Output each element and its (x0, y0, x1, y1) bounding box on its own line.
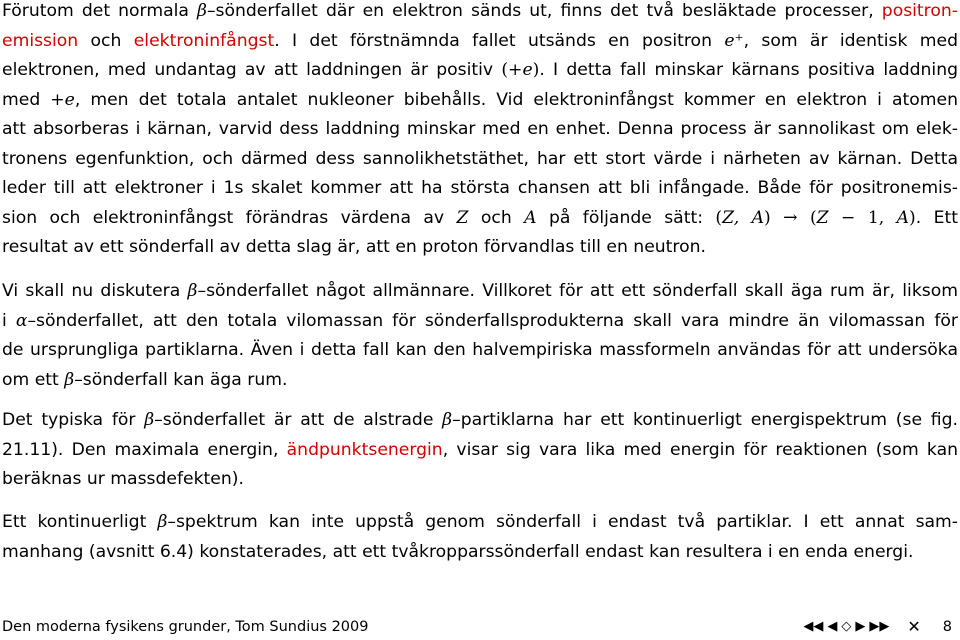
text-line (2, 336, 958, 366)
math-operator: − 1, (828, 207, 897, 228)
math-symbol: β (197, 1, 207, 21)
text-line (2, 406, 958, 436)
glossary-link[interactable]: elektroninfångst (133, 30, 275, 51)
page-number: 8 (942, 619, 952, 635)
math-symbol: β (442, 410, 453, 430)
text-line (2, 56, 958, 86)
text-run: 21.11). Den maximala energin, (2, 439, 287, 460)
footer-title: Den moderna fysikens grunder, Tom Sundius 2009 (2, 619, 369, 635)
text-run: om ett (2, 369, 65, 390)
math-symbol: Z (456, 207, 469, 228)
text-run: Det typiska för (2, 410, 145, 430)
text-run: att absorberas i kärnan, varvid dess laddning minskar med en enhet. Denna process är sannolikast om elek- (2, 119, 958, 139)
math-operator: ( (715, 207, 723, 228)
paragraph-continuous-spectrum (0, 508, 960, 567)
close-icon[interactable]: ✕ (907, 617, 921, 636)
last-page-icon[interactable]: ▶▶ (869, 619, 890, 634)
diamond-icon[interactable]: ◇ (841, 619, 852, 634)
math-operator: ) (909, 207, 916, 228)
math-symbol: e (64, 89, 75, 110)
text-line (2, 115, 958, 145)
math-symbol: β (144, 410, 155, 430)
text-run: –sönderfall kan äga rum. (74, 369, 288, 390)
text-run: beräknas ur massdefekten). (2, 469, 244, 489)
text-run: i (2, 310, 16, 331)
text-line (2, 204, 958, 234)
text-line (2, 508, 958, 538)
math-symbol: β (64, 369, 75, 390)
text-run: –sönderfallet är att de alstrade (154, 410, 443, 430)
text-run: med (2, 89, 51, 110)
text-run: sion och elektroninfångst förändras värdena av (2, 207, 457, 228)
next-page-icon[interactable]: ▶ (855, 619, 866, 634)
text-run: , som är identisk med (743, 30, 959, 51)
glossary-link[interactable]: ändpunktsenergin (286, 439, 443, 460)
math-symbol: e (522, 60, 533, 80)
text-run: resultat av ett sönderfall av detta slag är, att en proton förvandlas till en neutron. (2, 237, 706, 257)
text-line (2, 436, 958, 466)
text-run: . Ett (915, 207, 958, 228)
text-line (2, 233, 958, 263)
math-symbol: α (15, 310, 28, 331)
math-symbol: A (524, 207, 537, 228)
text-run: , men det totala antalet nukleoner bibehålls. Vid elektroninfångst kommer en elektron i atomen (74, 89, 958, 110)
paragraph-beta-decay-general (0, 277, 960, 395)
text-run: manhang (avsnitt 6.4) konstaterades, att ett tvåkropparssönderfall endast kan resultera i en enda energi. (2, 541, 914, 562)
text-run: leder till att elektroner i 1s skalet kommer att ha största chansen att bli infångade. Både för positronemis- (2, 178, 958, 198)
text-line (2, 86, 958, 116)
text-run: Förutom det normala (2, 1, 197, 21)
text-run: –sönderfallet något allmännare. Villkoret för att ett sönderfall skall äga rum är, liksom (197, 281, 958, 301)
text-run: –spektrum kan inte uppstå genom sönderfall i endast två partiklar. I ett annat sam- (167, 512, 958, 532)
text-line (2, 277, 958, 307)
paragraph-positron-emission (0, 0, 960, 263)
text-run: de ursprungliga partiklarna. Även i detta fall kan den halvempiriska massformeln användas för att undersöka (2, 340, 958, 360)
text-line (2, 145, 958, 175)
math-symbol: e⁺ (724, 30, 744, 51)
navigation-controls (801, 616, 952, 638)
text-run: Ett kontinuerligt (2, 512, 158, 532)
text-run: –partiklarna har ett kontinuerligt energispektrum (se fig. (452, 410, 958, 430)
text-run: –sönderfallet, att den totala vilomassan för sönderfallsprodukterna skall vara mindre än vilomassan för (27, 310, 958, 331)
text-line (2, 0, 958, 27)
text-run: –sönderfallet där en elektron sänds ut, finns det två besläktade processer, (206, 1, 882, 21)
glossary-link[interactable]: emission (2, 30, 79, 51)
math-symbol: Z (816, 207, 829, 228)
text-run: . I det förstnämnda fallet utsänds en positron (274, 30, 725, 51)
text-run: . I detta fall minskar kärnans positiva laddning (539, 60, 959, 80)
math-operator: (+ (501, 60, 523, 80)
text-run: elektronen, med undantag av att laddningen är positiv (2, 60, 502, 80)
text-run: och (468, 207, 525, 228)
text-run: Vi skall nu diskutera (2, 281, 188, 301)
text-line (2, 307, 958, 337)
text-run: , visar sig vara lika med energin för reaktionen (som kan (442, 439, 958, 460)
text-run: tronens egenfunktion, och därmed dess sannolikhetstäthet, har ett stort värde i närheten av kärnan. Detta (2, 148, 958, 169)
math-operator: + (50, 89, 65, 110)
text-run: och (78, 30, 134, 51)
text-line (2, 27, 958, 57)
text-line (2, 174, 958, 204)
math-symbol: β (187, 281, 198, 301)
page-footer (0, 616, 960, 638)
previous-page-icon[interactable]: ◀ (827, 619, 838, 634)
text-line (2, 465, 958, 495)
glossary-link[interactable]: positron- (881, 1, 958, 21)
math-symbol: A (896, 207, 910, 228)
paragraph-energy-spectrum (0, 406, 960, 495)
math-operator: ) → ( (764, 207, 817, 228)
math-operator: ) (532, 60, 540, 80)
text-line (2, 538, 958, 568)
math-symbol: Z, A (722, 207, 765, 228)
math-symbol: β (157, 512, 168, 532)
text-run: på följande sätt: (536, 207, 716, 228)
first-page-icon[interactable]: ◀◀ (803, 619, 824, 634)
text-line (2, 366, 958, 396)
